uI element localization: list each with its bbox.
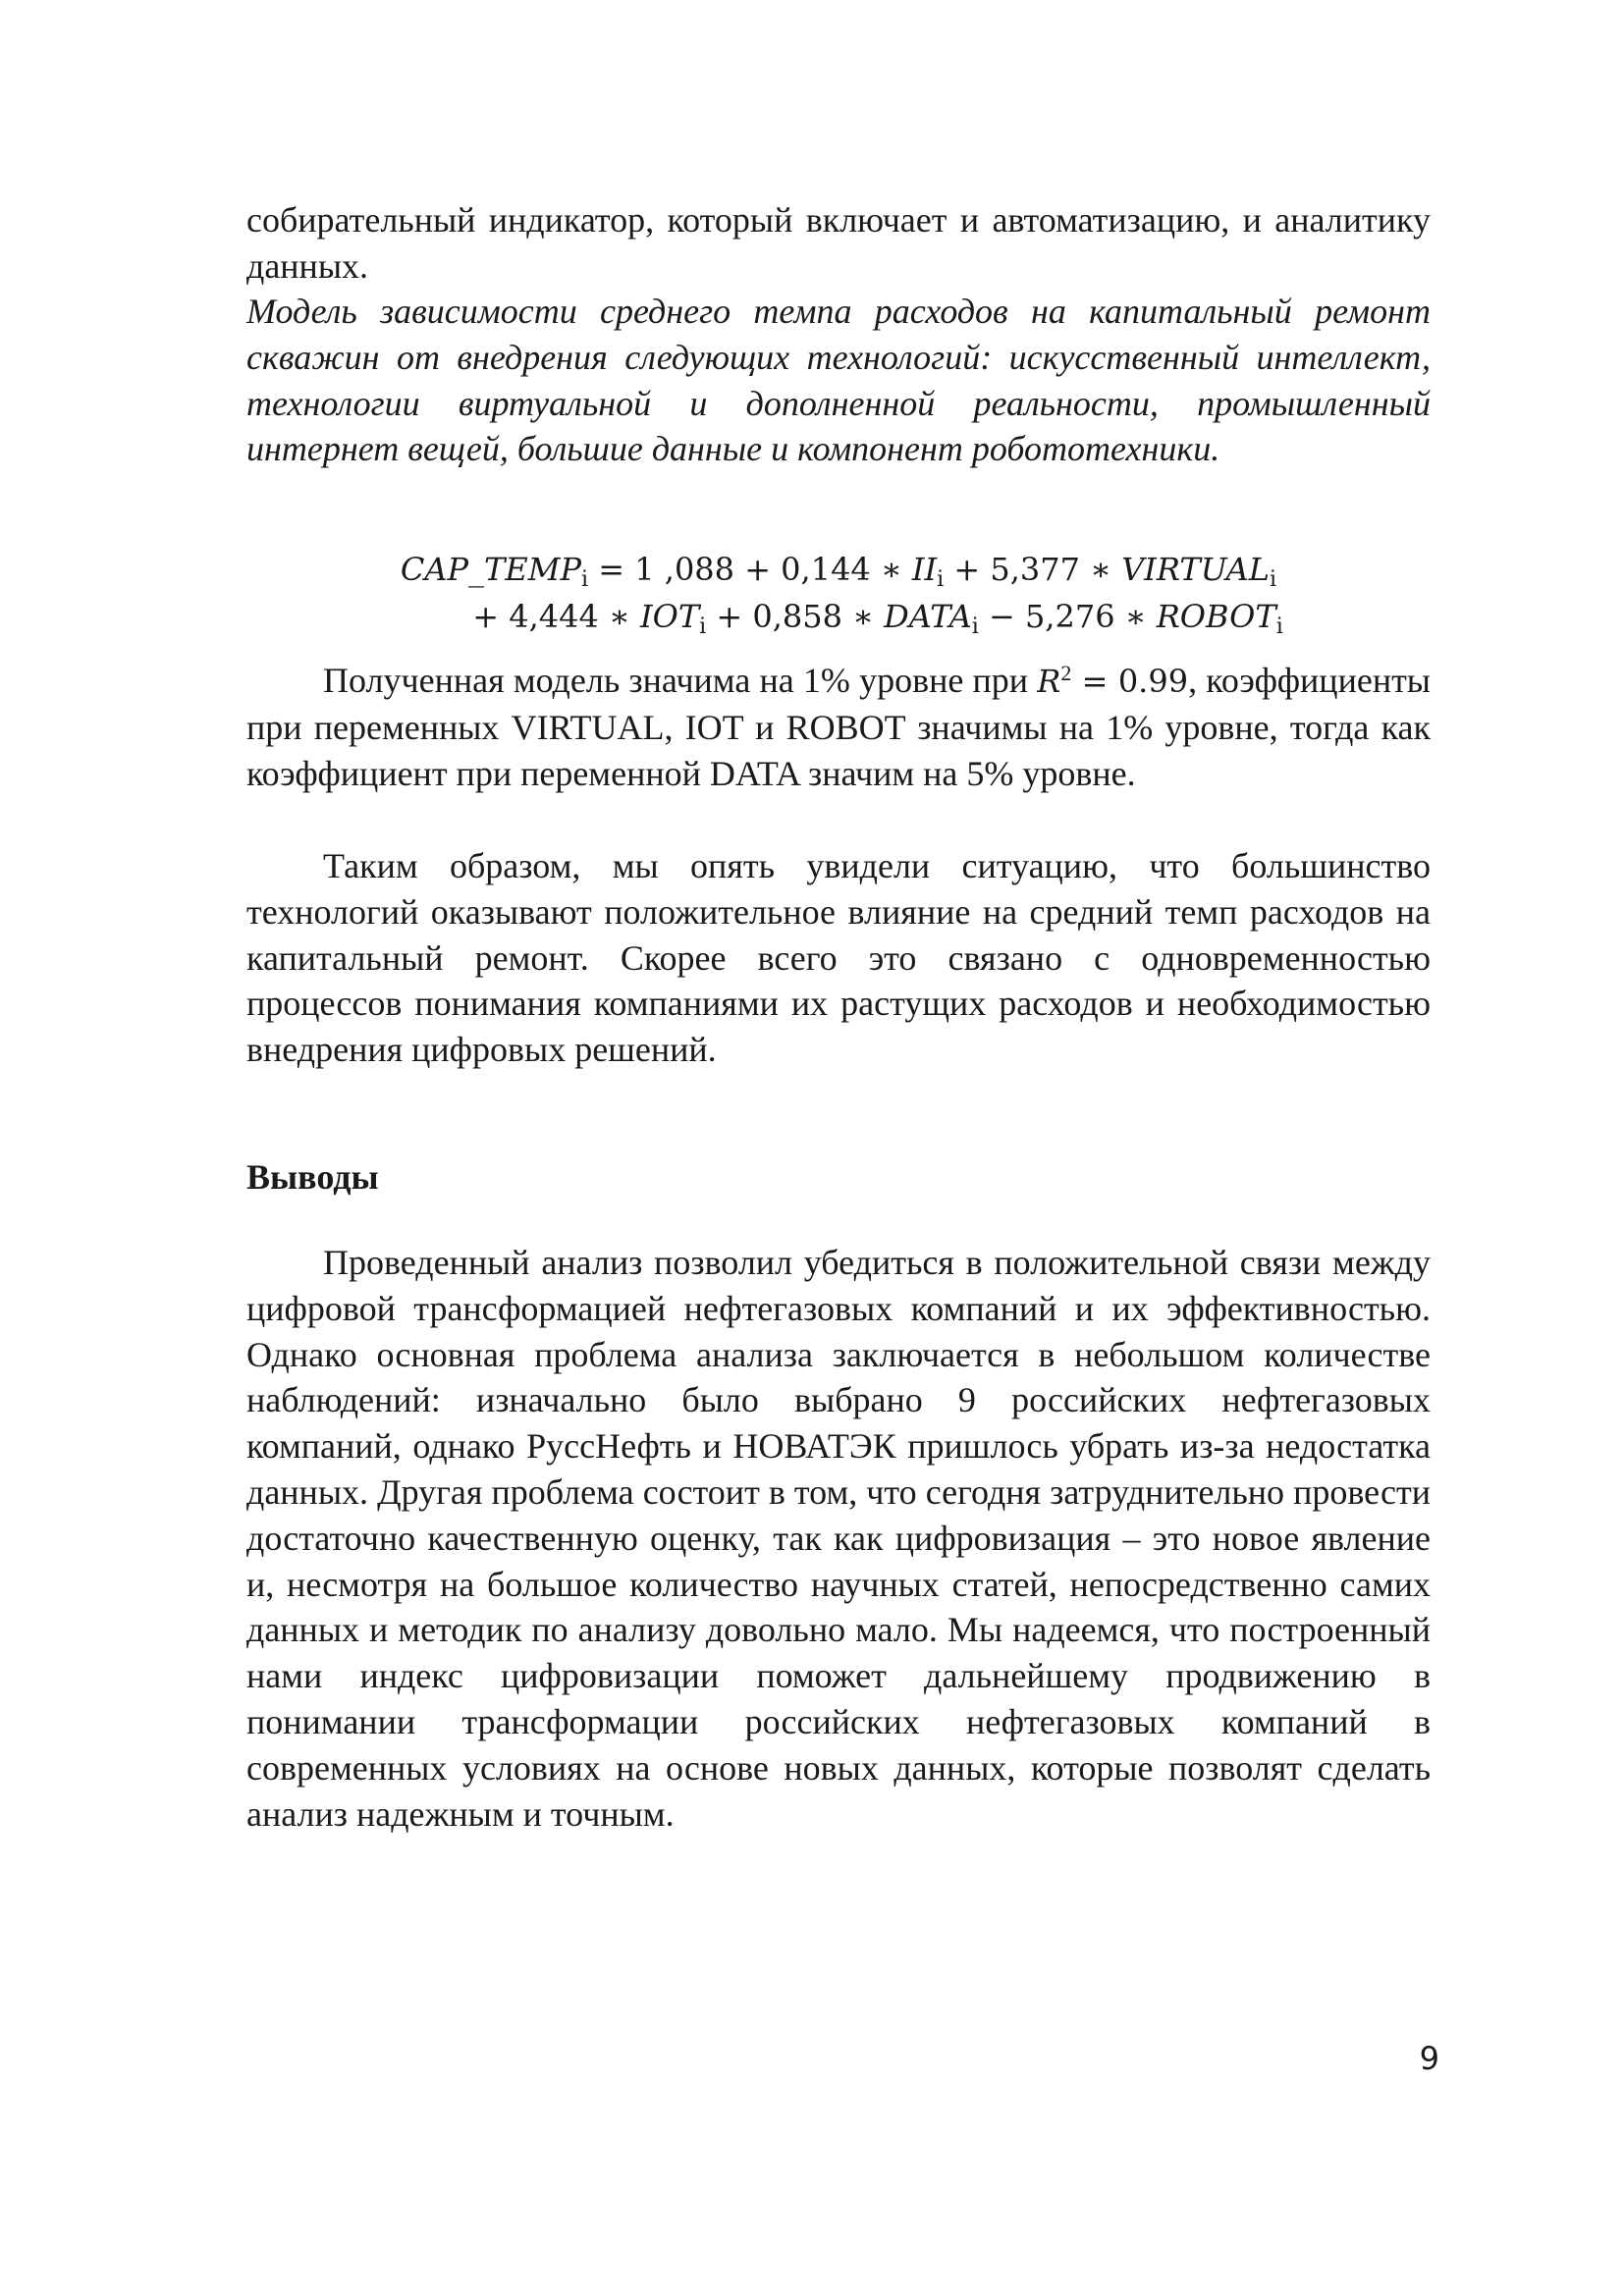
technology-influence-paragraph: Таким образом, мы опять увидели ситуацию, что большинство технологий оказывают положительное влияние на средний темп расходов на капитальный ремонт. Скорее всего это связано с одновременностью процессов понимания компаниями их растущих расходов и необходимостью внедрения цифровых решений. [246,846,1431,1070]
formula-lhs: CAP_TEMP [400,551,582,588]
model-caption: Модель зависимости среднего темпа расходов на капитальный ремонт скважин от внедрения следующих технологий: искусственный интеллект, технологии виртуальной и дополненной реальности, промышленный интернет вещей, большие данные и компонент робототехники. [246,292,1431,469]
formula-line-1: $CAP\_TEMP_i = 1$ ,088 + 0,144 ∗ $II_i + 5,377$ ∗ $VIRTUAL_i$ [400,551,1277,592]
model-significance-paragraph: Полученная модель значима на 1% уровне при $R^2 = 0.99$, коэффициенты при переменных VIRTUAL, IOT и ROBOT значимы на 1% уровне, тогда как коэффициент при переменной DATA значим на 5% уровне. [246,661,1431,793]
page-number: 9 [1419,2040,1439,2077]
section-heading-conclusions: Выводы [246,1157,379,1197]
r-squared-symbol: R [1037,663,1061,700]
conclusions-paragraph: Проведенный анализ позволил убедиться в положительной связи между цифровой трансформацией нефтегазовых компаний и их эффективностью. Однако основная проблема анализа заключается в небольшом количестве наблюдений: изначально было выбрано 9 российских нефтегазовых компаний, однако РуссНефть и НОВАТЭК пришлось убрать из-за недостатка данных. Другая проблема состоит в том, что сегодня затруднительно провести достаточно качественную оценку, так как цифровизация – это новое явление и, несмотря на большое количество научных статей, непосредственно самих данных и методик по анализу довольно мало. Мы надеемся, что построенный нами индекс цифровизации поможет дальнейшему продвижению в понимании трансформации российских нефтегазовых компаний в современных условиях на основе новых данных, которые позволят сделать анализ надежным и точным. [246,1243,1431,1834]
regression-formula [246,546,1431,640]
intro-paragraph: собирательный индикатор, который включает и автоматизацию, и аналитику данных. [246,200,1431,286]
formula-line-2: + 4,444 ∗ $IOT_i + 0,858$ ∗ $DATA_i - 5,276$ ∗ $ROBOT_i$ [472,598,1283,639]
